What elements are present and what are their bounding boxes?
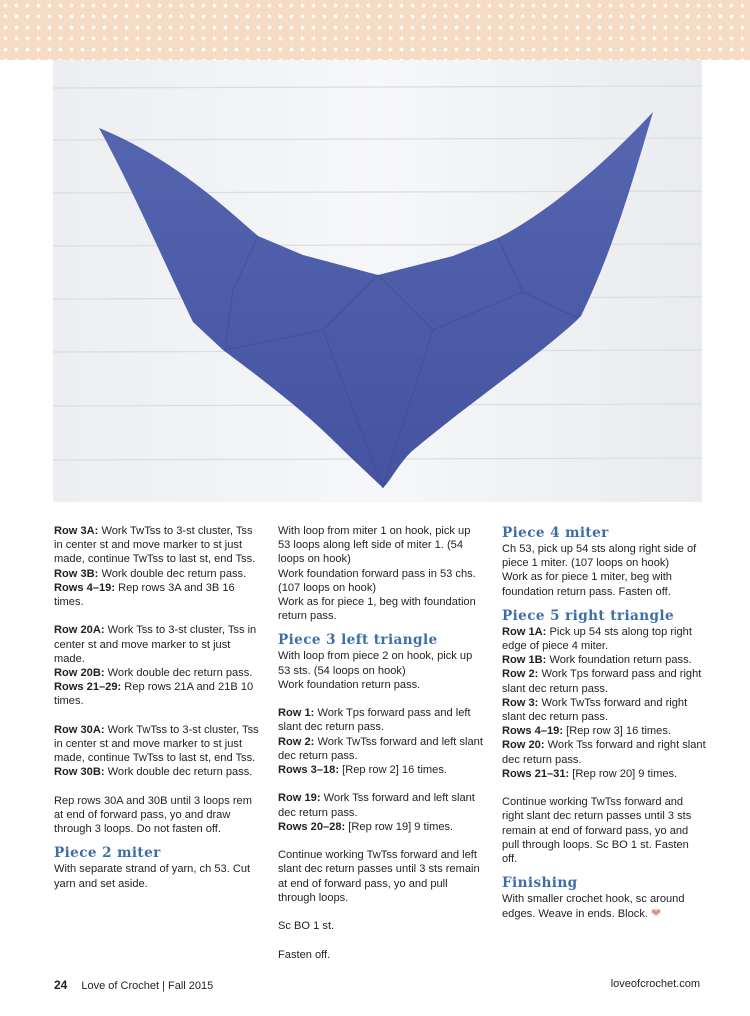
p3-rows-20-28-text: [Rep row 19] 9 times. [345, 820, 454, 833]
finishing-paragraph [502, 892, 707, 921]
miter-foundation-paragraph: Work foundation forward pass in 53 chs. (107 loops on hook) [278, 567, 476, 594]
p5-rows-4-19-text: [Rep row 3] 16 times. [563, 725, 671, 738]
row-3b-label: Row 3B: [54, 567, 99, 580]
piece-3-foundation-paragraph: Work foundation return pass. [278, 678, 421, 691]
issue-label: Fall 2015 [168, 980, 214, 992]
piece-3-heading: Piece 3 left triangle [278, 632, 438, 649]
p5-row-1b-label: Row 1B: [502, 654, 547, 667]
rows-4-19-paragraph [54, 581, 259, 609]
piece-4-pickup-paragraph: Ch 53, pick up 54 sts along right side of piece 1 miter. (107 loops on hook) [502, 543, 697, 570]
row-30a-text: Work TwTss to 3-st cluster, Tss in center st and move marker to st just made, continue TwTss to last st, end Tss. [54, 723, 259, 765]
row-20b-paragraph [54, 666, 259, 680]
row-30a-paragraph [54, 723, 259, 766]
p3-row-19-text: Work Tss forward and left slant dec return pass. [278, 792, 475, 819]
p3-row-2-label: Row 2: [278, 735, 315, 748]
magazine-name: Love of Crochet [81, 980, 160, 992]
p3-scbo-paragraph: Sc BO 1 st. [278, 920, 335, 933]
row-3b-text: Work double dec return pass. [98, 567, 247, 580]
row-3a-label: Row 3A: [54, 525, 99, 537]
row-3a-text: Work TwTss to 3-st cluster, Tss in center st and move marker to st just made, continue TwTss to last st, end Tss. [54, 525, 256, 566]
p5-row-2-paragraph [502, 667, 707, 695]
p5-row-3-label: Row 3: [502, 696, 539, 709]
p5-row-1b-paragraph [502, 653, 707, 667]
p5-continue-paragraph: Continue working TwTss forward and right slant dec return passes until 3 sts remain at end of forward pass, yo and pull through loops. Sc BO 1 st. Fasten off. [502, 796, 692, 866]
p3-rows-3-18-paragraph [278, 763, 483, 777]
p3-fasten-paragraph: Fasten off. [278, 948, 331, 961]
piece-4-heading: Piece 4 miter [502, 525, 609, 541]
polka-dot-header-band [0, 0, 750, 60]
p5-row-3-paragraph [502, 696, 707, 724]
column-2 [278, 524, 483, 962]
row-30b-paragraph [54, 765, 259, 779]
rows-21-29-paragraph [54, 680, 259, 708]
piece-5-heading: Piece 5 right triangle [502, 607, 675, 624]
p5-row-1a-text: Pick up 54 sts along top right edge of piece 4 miter. [502, 625, 692, 653]
p3-rows-3-18-text: [Rep row 2] 16 times. [339, 764, 447, 777]
p3-row-19-label: Row 19: [278, 792, 321, 805]
p3-row-1-text: Work Tps forward pass and left slant dec return pass. [278, 707, 471, 734]
row-3a-paragraph [54, 524, 259, 567]
p3-row-19-paragraph [278, 791, 483, 819]
rows-4-19-label: Rows 4–19: [54, 581, 116, 594]
column-3 [502, 524, 707, 922]
row-30b-label: Row 30B: [54, 766, 105, 779]
finishing-text: With smaller crochet hook, sc around edges. Weave in ends. Block. [502, 893, 685, 921]
footer-left [54, 978, 213, 992]
row-30a-label: Row 30A: [54, 723, 105, 736]
rows-4-19-text: Rep rows 3A and 3B 16 times. [54, 581, 235, 609]
p3-row-1-paragraph [278, 706, 483, 734]
row-20a-label: Row 20A: [54, 624, 105, 637]
rows-21-29-label: Rows 21–29: [54, 681, 122, 694]
row-20b-text: Work double dec return pass. [104, 667, 253, 680]
p3-row-2-paragraph [278, 735, 483, 763]
p5-row-1b-text: Work foundation return pass. [546, 654, 692, 667]
p5-row-1a-label: Row 1A: [502, 625, 547, 638]
heart-icon: ❤ [651, 906, 662, 921]
p3-rows-3-18-label: Rows 3–18: [278, 764, 340, 777]
page-number: 24 [54, 978, 68, 992]
miter-work-paragraph: Work as for piece 1, beg with foundation return pass. [278, 596, 476, 623]
p3-continue-paragraph: Continue working TwTss forward and left slant dec return passes until 3 sts remain at end of forward pass, yo and pull through loops. [278, 849, 480, 904]
p3-rows-20-28-label: Rows 20–28: [278, 820, 346, 833]
p5-rows-4-19-paragraph [502, 724, 707, 738]
shawl-photo [53, 60, 702, 502]
p5-row-2-label: Row 2: [502, 668, 539, 681]
row-20a-text: Work Tss to 3-st cluster, Tss in center st and move marker to st just made. [54, 624, 257, 665]
piece-4-work-paragraph: Work as for piece 1 miter, beg with foundation return pass. Fasten off. [502, 571, 672, 598]
row-30b-text: Work double dec return pass. [104, 766, 253, 779]
miter-pickup-paragraph: With loop from miter 1 on hook, pick up 53 loops along left side of miter 1. (54 loops on hook) [278, 525, 471, 566]
p3-rows-20-28-paragraph [278, 820, 483, 834]
finishing-heading: Finishing [502, 875, 578, 892]
repeat-paragraph: Rep rows 30A and 30B until 3 loops rem at end of forward pass, yo and draw through 3 loops. Do not fasten off. [54, 794, 252, 836]
p5-row-20-label: Row 20: [502, 739, 545, 752]
p5-row-3-text: Work TwTss forward and right slant dec return pass. [502, 696, 688, 724]
p3-row-2-text: Work TwTss forward and left slant dec return pass. [278, 735, 483, 762]
piece-2-paragraph: With separate strand of yarn, ch 53. Cut yarn and set aside. [54, 863, 251, 890]
row-3b-paragraph [54, 567, 259, 581]
p5-row-20-paragraph [502, 738, 707, 766]
row-20a-paragraph [54, 623, 259, 666]
piece-3-pickup-paragraph: With loop from piece 2 on hook, pick up 53 sts. (54 loops on hook) [278, 650, 473, 677]
row-20b-label: Row 20B: [54, 667, 105, 680]
p5-rows-21-31-text: [Rep row 20] 9 times. [569, 767, 678, 780]
rows-21-29-text: Rep rows 21A and 21B 10 times. [54, 681, 254, 708]
column-1 [54, 524, 259, 891]
p5-rows-21-31-label: Rows 21–31: [502, 767, 570, 780]
piece-2-heading: Piece 2 miter [54, 845, 161, 862]
p5-rows-4-19-label: Rows 4–19: [502, 725, 564, 738]
p3-row-1-label: Row 1: [278, 707, 315, 720]
p5-row-20-text: Work Tss forward and right slant dec return pass. [502, 739, 706, 766]
footer-separator: | [159, 980, 168, 992]
p5-row-2-text: Work Tps forward pass and right slant dec return pass. [502, 668, 702, 695]
website-link[interactable]: loveofcrochet.com [610, 978, 700, 990]
p5-rows-21-31-paragraph [502, 767, 707, 781]
p5-row-1a-paragraph [502, 625, 707, 653]
